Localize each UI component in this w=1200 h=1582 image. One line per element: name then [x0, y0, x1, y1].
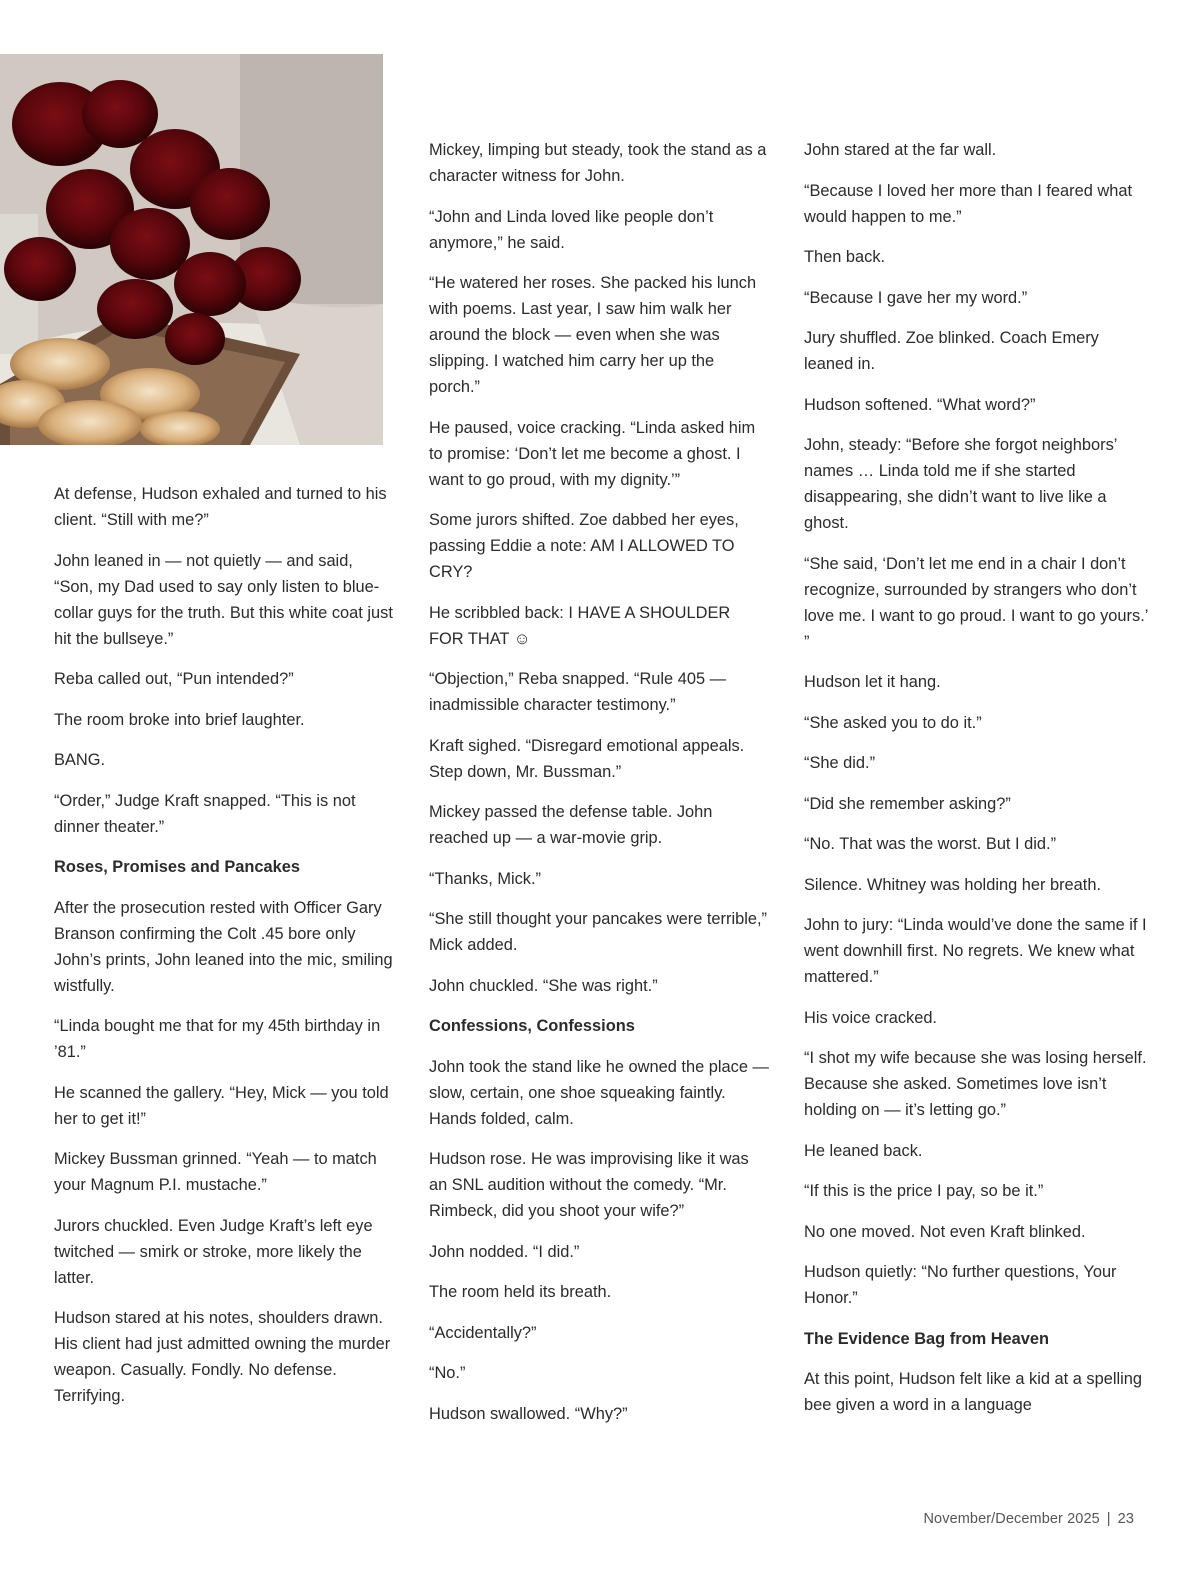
- paragraph: After the prosecution rested with Officer Gary Branson confirming the Colt .45 bore only John’s prints, John leaned into the mic, smiling wistfully.: [54, 898, 393, 995]
- paragraph: Hudson stared at his notes, shoulders drawn. His client had just admitted owning the murder weapon. Casually. Fondly. No defense. Terrifying.: [54, 1309, 391, 1405]
- paragraph: At this point, Hudson felt like a kid at a spelling bee given a word in a language: [804, 1370, 1143, 1414]
- paragraph: Then back.: [804, 248, 886, 266]
- paragraph: John stared at the far wall.: [804, 141, 997, 159]
- paragraph: BANG.: [54, 751, 106, 769]
- paragraph: “She asked you to do it.”: [804, 713, 982, 732]
- paragraph: He scanned the gallery. “Hey, Mick — you told her to get it!”: [54, 1083, 389, 1128]
- paragraph: “Because I gave her my word.”: [804, 288, 1028, 307]
- paragraph: “Thanks, Mick.”: [429, 869, 542, 888]
- column-1: [54, 481, 394, 1424]
- paragraph: The room broke into brief laughter.: [54, 710, 305, 729]
- paragraph: “Objection,” Reba snapped. “Rule 405 — inadmissible character testimony.”: [429, 670, 727, 714]
- paragraph: Jury shuffled. Zoe blinked. Coach Emery leaned in.: [804, 329, 1099, 373]
- paragraph: Hudson swallowed. “Why?”: [429, 1404, 628, 1423]
- paragraph: “She still thought your pancakes were terrible,” Mick added.: [429, 910, 767, 954]
- paragraph: John, steady: “Before she forgot neighbors’ names … Linda told me if she started disappearing, she didn’t want to live like a ghost.: [804, 436, 1117, 532]
- paragraph: John leaned in — not quietly — and said, “Son, my Dad used to say only listen to blue-collar guys for the truth. But this white coat just hit the bullseye.”: [54, 551, 393, 648]
- paragraph: Reba called out, “Pun intended?”: [54, 670, 294, 688]
- paragraph: Kraft sighed. “Disregard emotional appeals. Step down, Mr. Bussman.”: [429, 736, 745, 781]
- paragraph: The room held its breath.: [429, 1283, 612, 1301]
- column-3: [804, 137, 1149, 1433]
- section-heading: Confessions, Confessions: [429, 1017, 635, 1035]
- paragraph: “I shot my wife because she was losing herself. Because she asked. Sometimes love isn’t holding on — it’s letting go.”: [804, 1049, 1147, 1119]
- paragraph: “Order,” Judge Kraft snapped. “This is not dinner theater.”: [54, 791, 356, 836]
- paragraph: He leaned back.: [804, 1141, 923, 1160]
- paragraph: “He watered her roses. She packed his lunch with poems. Last year, I saw him walk her around the block — even when she was slipping. I watched him carry her up the porch.”: [429, 274, 757, 396]
- paragraph: John nodded. “I did.”: [429, 1242, 580, 1261]
- paragraph: No one moved. Not even Kraft blinked.: [804, 1222, 1086, 1241]
- paragraph: “John and Linda loved like people don’t anymore,” he said.: [429, 207, 714, 252]
- paragraph: “Accidentally?”: [429, 1323, 537, 1342]
- paragraph: John to jury: “Linda would’ve done the same if I went downhill first. No regrets. We knew what mattered.”: [804, 916, 1147, 986]
- roses-and-pancakes-photo: [0, 54, 383, 445]
- paragraph: Some jurors shifted. Zoe dabbed her eyes, passing Eddie a note: AM I ALLOWED TO CRY?: [429, 511, 739, 581]
- paragraph: Hudson softened. “What word?”: [804, 395, 1036, 414]
- paragraph: His voice cracked.: [804, 1008, 937, 1027]
- paragraph: “Did she remember asking?”: [804, 794, 1011, 813]
- paragraph: “No. That was the worst. But I did.”: [804, 835, 1057, 853]
- paragraph: John chuckled. “She was right.”: [429, 976, 658, 995]
- paragraph: Hudson rose. He was improvising like it was an SNL audition without the comedy. “Mr. Rimbeck, did you shoot your wife?”: [429, 1150, 749, 1220]
- page-number: 23: [1117, 1511, 1134, 1527]
- paragraph: He scribbled back: I HAVE A SHOULDER FOR THAT ☺: [429, 603, 731, 648]
- paragraph: “She did.”: [804, 754, 876, 772]
- issue-date: November/December 2025: [923, 1511, 1100, 1527]
- paragraph: Mickey, limping but steady, took the stand as a character witness for John.: [429, 141, 767, 185]
- paragraph: At defense, Hudson exhaled and turned to his client. “Still with me?”: [54, 485, 387, 529]
- column-2: [429, 137, 769, 1441]
- paragraph: He paused, voice cracking. “Linda asked him to promise: ‘Don’t let me become a ghost. I want to go proud, with my dignity.’”: [429, 418, 756, 489]
- paragraph: Hudson let it hang.: [804, 673, 941, 691]
- paragraph: “If this is the price I pay, so be it.”: [804, 1182, 1044, 1200]
- section-heading: Roses, Promises and Pancakes: [54, 858, 300, 876]
- paragraph: Jurors chuckled. Even Judge Kraft’s left eye twitched — smirk or stroke, more likely the latter.: [54, 1216, 373, 1287]
- paragraph: Mickey passed the defense table. John reached up — a war-movie grip.: [429, 803, 713, 847]
- paragraph: “Linda bought me that for my 45th birthday in ’81.”: [54, 1017, 381, 1061]
- section-heading: The Evidence Bag from Heaven: [804, 1329, 1050, 1348]
- paragraph: Hudson quietly: “No further questions, Your Honor.”: [804, 1263, 1117, 1307]
- paragraph: “Because I loved her more than I feared what would happen to me.”: [804, 181, 1132, 226]
- footer-separator: |: [1106, 1511, 1111, 1527]
- paragraph: John took the stand like he owned the place — slow, certain, one shoe squeaking faintly. Hands folded, calm.: [429, 1057, 769, 1128]
- roses-and-pancakes-icon: [0, 54, 383, 445]
- page-footer: [923, 1511, 1134, 1527]
- paragraph: “No.”: [429, 1364, 466, 1382]
- paragraph: “She said, ‘Don’t let me end in a chair I don’t recognize, surrounded by strangers who don’t love me. I want to go proud. I want to go yours.’ ”: [804, 554, 1148, 651]
- paragraph: Mickey Bussman grinned. “Yeah — to match your Magnum P.I. mustache.”: [54, 1150, 377, 1194]
- paragraph: Silence. Whitney was holding her breath.: [804, 875, 1102, 894]
